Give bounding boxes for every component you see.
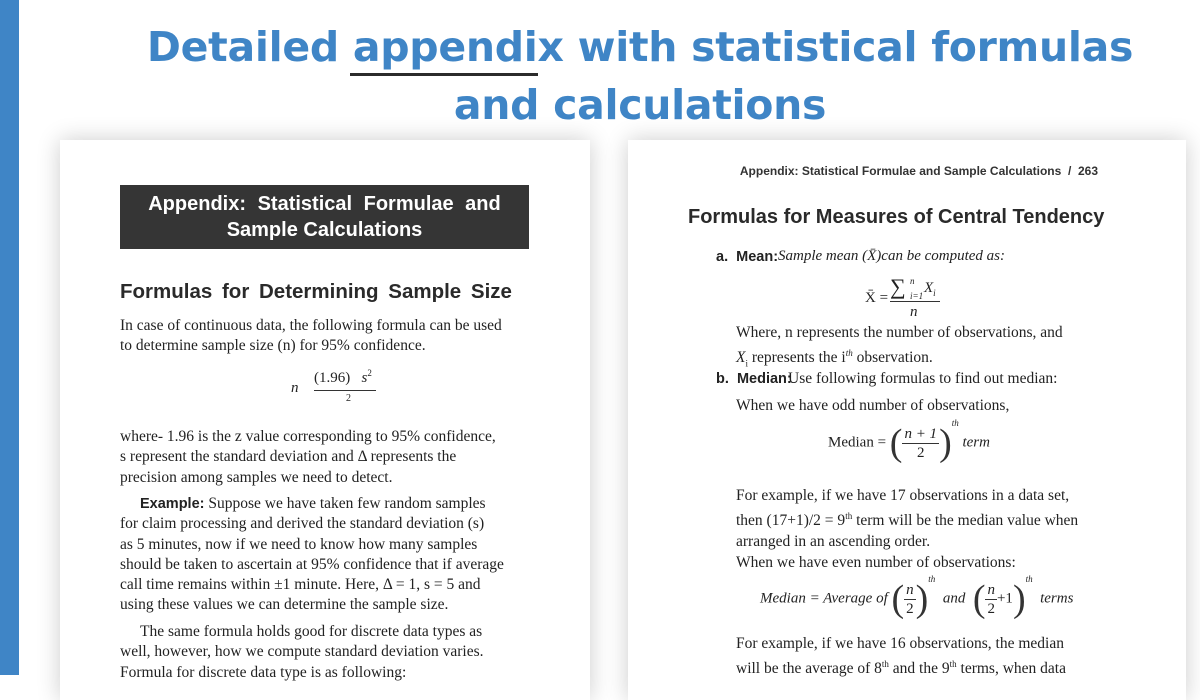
odd-observations-text: When we have odd number of observations, [736,397,1010,414]
headline-emphasis: appendix [352,23,564,71]
median-odd-formula: Median = ( $\frac{n + 1}{2}$ )$^{th}$ term [828,418,990,464]
example-16-paragraph: For example, if we have 16 observations, the median will be the average of 8th and the 9th terms, when data [736,635,1066,678]
mean-where-paragraph: Where, n represents the number of observations, and $X_i$ represents the $i^{th}$ observation. [736,324,1063,369]
appendix-title-box [120,185,529,249]
headline-underline [350,73,538,76]
even-observations-text: When we have even number of observations: [736,554,1016,571]
mean-formula-lower: i=1 [910,291,924,301]
item-a-text: Sample mean (X̄)can be computed as: [778,248,1006,264]
item-a-label: a. Mean: [716,249,779,265]
headline-line-2: and calculations [453,81,827,129]
mean-formula-den: n [910,304,918,320]
example-label: Example: [140,496,205,512]
mean-formula-sum: ∑ [890,274,906,299]
formula-fraction-bar [314,390,376,391]
appendix-title-line-2: Sample Calculations [226,219,423,241]
example-17-paragraph: For example, if we have 17 observations in a data set, then (17+1)/2 = 9th term will be the median value when arranged in an ascending order. [736,487,1079,550]
intro-paragraph: In case of continuous data, the following formula can be used to determine sample size (n) for 95% confidence. [120,317,502,355]
mean-formula-term: $X_i$ [924,280,936,298]
book-page-left [60,140,590,700]
formula-lhs: n [291,380,299,396]
slide-headline [40,18,1200,134]
section-heading-central-tendency: Formulas for Measures of Central Tendency [688,206,1105,228]
item-b-text: Use following formulas to find out median: [788,370,1058,387]
formula-numerator: (1.96) $s^2$ [314,368,372,386]
section-heading-sample-size: Formulas for Determining Sample Size [120,280,512,303]
item-b-label: b. Median: [716,371,792,387]
example-paragraph: Example: Suppose we have taken few random samples for claim processing and derived the standard deviation (s) as 5 minutes, now if we need to know how many samples should be taken to ascertain at 95% confidence that if average call time remains within ±1 minute. Here, Δ = 1, s = 5 and using these values we can determine the sample size. [120,495,504,614]
where-paragraph: where- 1.96 is the z value corresponding to 95% confidence, s represent the standard deviation and Δ represents the precision among samples we need to detect. [120,428,496,486]
headline-line-1: Detailed appendix with statistical formulas [146,23,1134,71]
page-number: 263 [1077,164,1098,178]
appendix-title-line-1: Appendix: Statistical Formulae and [148,193,501,215]
running-head: Appendix: Statistical Formulae and Sample Calculations / 263 [739,164,1098,178]
mean-formula-upper: n [910,276,915,286]
book-page-right [628,140,1186,700]
accent-bar [0,0,19,675]
formula-denominator: 2 [346,393,351,404]
mean-fraction-bar [890,301,940,302]
median-even-formula: Median = Average of ( $\frac{n}{2}$ )$^{th}$ and ( $\frac{n}{2}$ +1)$^{th}$ terms [760,574,1074,620]
mean-formula-lhs: X̄ = [865,290,889,306]
discrete-paragraph: The same formula holds good for discrete data types as well, however, how we compute standard deviation varies. Formula for discrete data type is as following: [120,623,484,681]
